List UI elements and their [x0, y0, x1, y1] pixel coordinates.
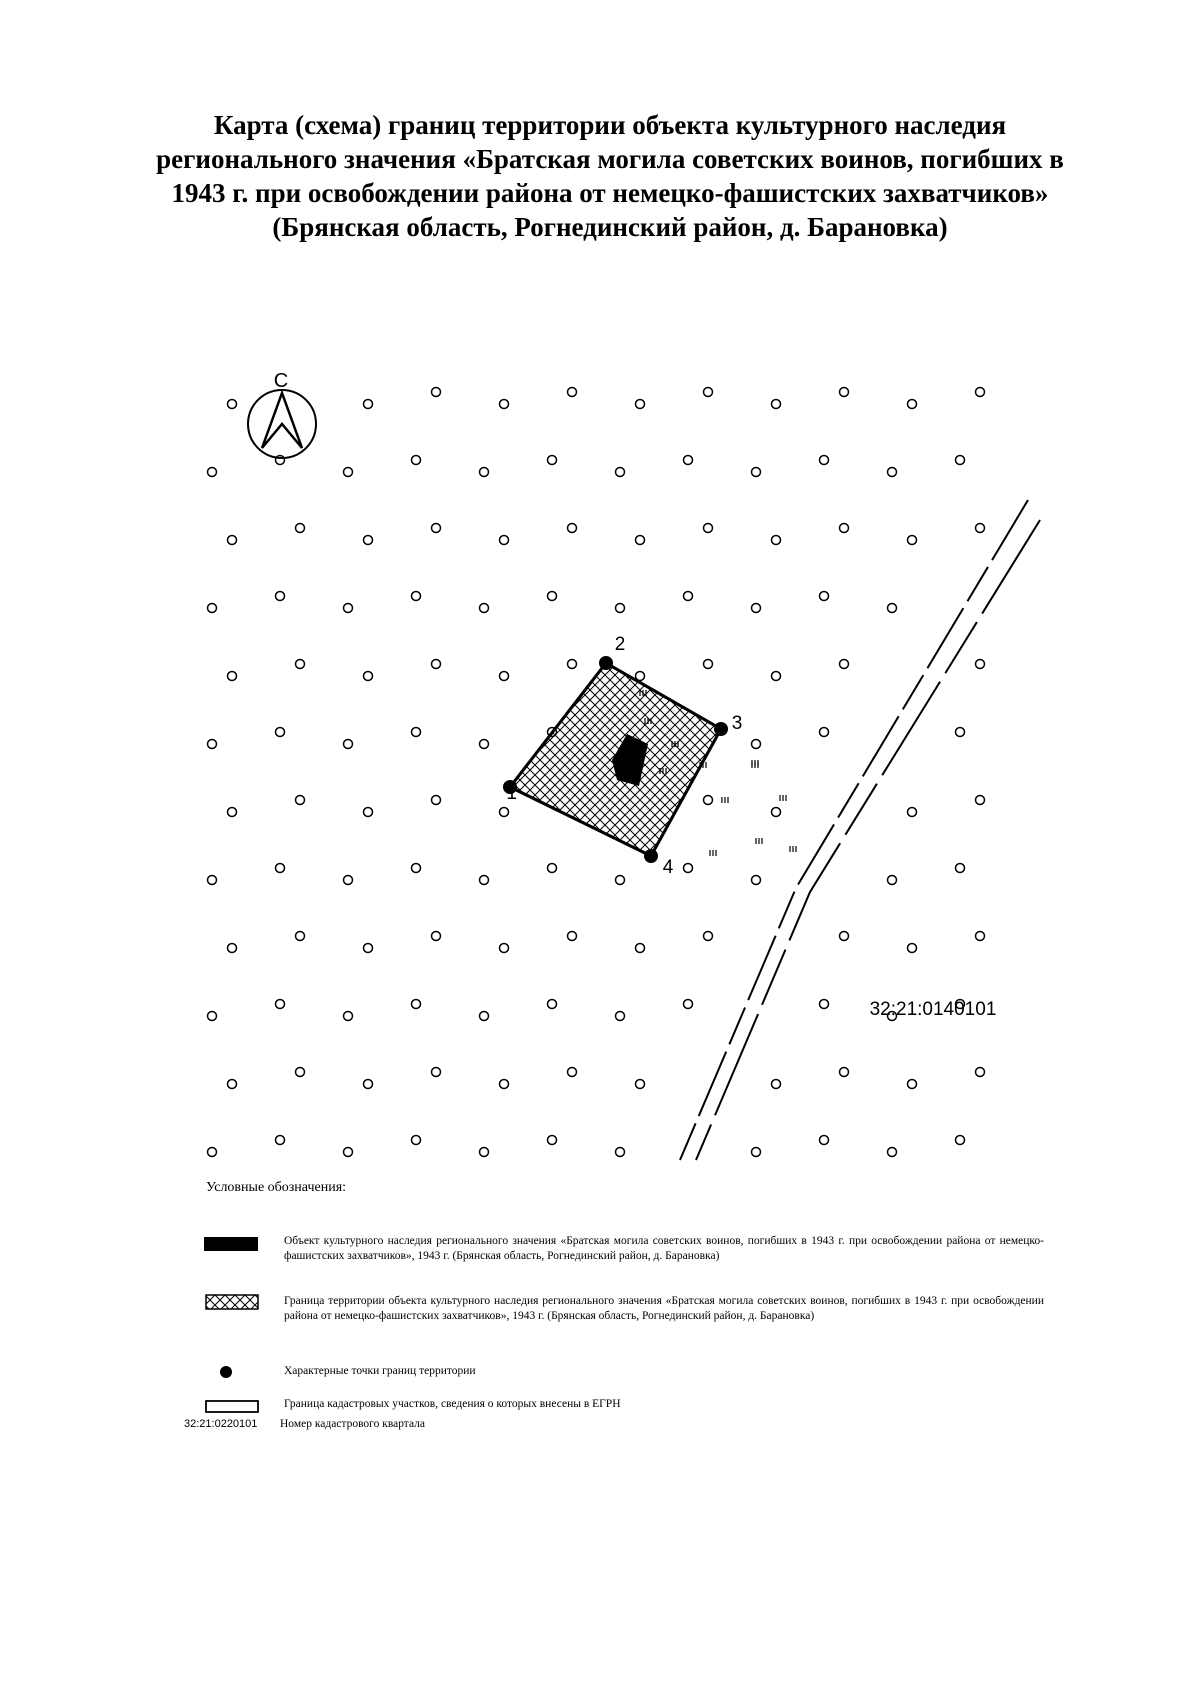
north-arrow-icon — [248, 370, 316, 458]
solid-black-rect-icon — [204, 1237, 258, 1251]
vegetation-circle — [616, 468, 625, 477]
vegetation-circle — [500, 400, 509, 409]
vegetation-circle — [276, 1136, 285, 1145]
vegetation-circle — [344, 1148, 353, 1157]
vegetation-circle — [956, 864, 965, 873]
cadastral-quarter-label: 32:21:0140101 — [869, 999, 997, 1020]
vegetation-circle — [228, 536, 237, 545]
vegetation-circle — [276, 592, 285, 601]
vegetation-circle — [412, 1136, 421, 1145]
vegetation-circle — [684, 1000, 693, 1009]
vegetation-circle — [276, 864, 285, 873]
vegetation-circle — [908, 536, 917, 545]
vegetation-circle — [956, 1136, 965, 1145]
vegetation-circle — [500, 944, 509, 953]
boundary-point-3 — [714, 722, 728, 736]
vegetation-circle — [704, 660, 713, 669]
vegetation-circle — [480, 1148, 489, 1157]
boundary-point-label-1: 1 — [506, 783, 517, 804]
vegetation-circle — [956, 728, 965, 737]
vegetation-circle — [480, 876, 489, 885]
double-line-rect-icon — [206, 1401, 258, 1412]
boundary-point-label-3: 3 — [731, 713, 743, 734]
vegetation-circle — [820, 456, 829, 465]
vegetation-circle — [820, 1000, 829, 1009]
vegetation-circle — [772, 1080, 781, 1089]
vegetation-circle — [276, 728, 285, 737]
north-label: С — [273, 370, 289, 392]
vegetation-circle — [888, 468, 897, 477]
vegetation-circle — [888, 1148, 897, 1157]
vegetation-circle — [412, 864, 421, 873]
vegetation-circle — [412, 456, 421, 465]
vegetation-circle — [480, 604, 489, 613]
vegetation-circle — [364, 672, 373, 681]
vegetation-circle — [364, 944, 373, 953]
vegetation-circle — [976, 1068, 985, 1077]
vegetation-circle — [344, 876, 353, 885]
vegetation-circle — [772, 808, 781, 817]
vegetation-circle — [908, 808, 917, 817]
vegetation-circle — [432, 932, 441, 941]
vegetation-circle — [548, 864, 557, 873]
vegetation-circle — [772, 672, 781, 681]
vegetation-circle — [840, 388, 849, 397]
vegetation-circle — [752, 604, 761, 613]
vegetation-circle — [840, 524, 849, 533]
vegetation-circle — [208, 1012, 217, 1021]
vegetation-circle — [432, 796, 441, 805]
vegetation-circle — [480, 740, 489, 749]
vegetation-circle — [636, 536, 645, 545]
title-line-1: Карта (схема) границ территории объекта культурного наследия — [213, 110, 1007, 140]
vegetation-circle — [840, 1068, 849, 1077]
legend-item-boundary-text: Граница территории объекта культурного наследия регионального значения «Братская могила советских воинов, погибших в 1943 г. при освобождении района от немецко-фашистских захватчиков», 1943 г. (Брянская область, Рогнединский район, д. Барановка) — [284, 1295, 1044, 1322]
vegetation-circle — [548, 456, 557, 465]
vegetation-circle — [976, 796, 985, 805]
vegetation-circle — [344, 740, 353, 749]
vegetation-circle — [616, 876, 625, 885]
vegetation-circle — [500, 672, 509, 681]
vegetation-circle — [772, 400, 781, 409]
vegetation-circle — [548, 1136, 557, 1145]
vegetation-circle — [840, 932, 849, 941]
vegetation-circle — [820, 592, 829, 601]
boundary-point-label-4: 4 — [662, 857, 674, 878]
boundary-point-4 — [644, 849, 658, 863]
vegetation-circle — [568, 660, 577, 669]
vegetation-circle — [548, 592, 557, 601]
vegetation-circle — [432, 524, 441, 533]
vegetation-circle — [432, 388, 441, 397]
vegetation-circle — [228, 400, 237, 409]
vegetation-circle — [752, 468, 761, 477]
vegetation-circle — [412, 1000, 421, 1009]
vegetation-circle — [840, 660, 849, 669]
vegetation-circle — [908, 1080, 917, 1089]
vegetation-circle — [888, 876, 897, 885]
vegetation-circle — [364, 536, 373, 545]
vegetation-circle — [412, 592, 421, 601]
vegetation-circle — [568, 932, 577, 941]
title-line-3: 1943 г. при освобождении района от немецко-фашистских захватчиков» — [171, 178, 1049, 208]
vegetation-circle — [684, 592, 693, 601]
vegetation-circle — [888, 604, 897, 613]
vegetation-circle — [364, 808, 373, 817]
vegetation-circle — [344, 468, 353, 477]
vegetation-circle — [344, 604, 353, 613]
legend-symbols — [204, 1237, 258, 1412]
boundary-point-2 — [599, 656, 613, 670]
title-line-2: регионального значения «Братская могила советских воинов, погибших в — [156, 144, 1064, 174]
vegetation-circle — [208, 740, 217, 749]
crosshatch-rect-icon — [206, 1295, 258, 1309]
legend-cadastral-code-sample: 32:21:0220101 — [184, 1418, 258, 1430]
vegetation-circle — [636, 1080, 645, 1089]
vegetation-circle — [684, 456, 693, 465]
legend-item-cadastral-boundary-text: Граница кадастровых участков, сведения о которых внесены в ЕГРН — [284, 1398, 621, 1410]
vegetation-circle — [208, 604, 217, 613]
vegetation-circle — [500, 1080, 509, 1089]
boundary-point-label-2: 2 — [614, 634, 626, 655]
vegetation-circle — [908, 400, 917, 409]
vegetation-circle — [976, 388, 985, 397]
vegetation-circle — [296, 932, 305, 941]
vegetation-circle — [704, 932, 713, 941]
vegetation-circle — [752, 740, 761, 749]
vegetation-circle — [976, 932, 985, 941]
vegetation-circle — [704, 524, 713, 533]
vegetation-circle — [500, 536, 509, 545]
vegetation-circle — [208, 1148, 217, 1157]
legend-item-object-text: Объект культурного наследия регионального значения «Братская могила советских воинов, погибших в 1943 г. при освобождении района от немецко-фашистских захватчиков», 1943 г. (Брянская область, Рогнединский район, д. Барановка) — [284, 1235, 1044, 1262]
vegetation-circle — [548, 1000, 557, 1009]
vegetation-circle — [276, 1000, 285, 1009]
vegetation-circle — [208, 876, 217, 885]
vegetation-circle — [636, 400, 645, 409]
vegetation-circle — [684, 864, 693, 873]
vegetation-circle — [364, 1080, 373, 1089]
vegetation-circle — [956, 456, 965, 465]
vegetation-circle — [228, 1080, 237, 1089]
vegetation-circle — [432, 1068, 441, 1077]
vegetation-circle — [500, 808, 509, 817]
road-double-line — [680, 500, 1040, 1160]
vegetation-circle — [364, 400, 373, 409]
vegetation-circle — [228, 808, 237, 817]
vegetation-circle — [296, 660, 305, 669]
vegetation-circle — [296, 1068, 305, 1077]
vegetation-circle — [976, 524, 985, 533]
vegetation-circle — [752, 876, 761, 885]
vegetation-circle — [820, 1136, 829, 1145]
vegetation-circle — [704, 796, 713, 805]
vegetation-circle — [616, 1148, 625, 1157]
vegetation-circle — [228, 672, 237, 681]
vegetation-circle — [752, 1148, 761, 1157]
vegetation-circle — [296, 796, 305, 805]
vegetation-circle — [412, 728, 421, 737]
vegetation-circle — [228, 944, 237, 953]
vegetation-circle — [820, 728, 829, 737]
vegetation-circle — [616, 1012, 625, 1021]
legend-item-points-text: Характерные точки границ территории — [284, 1365, 476, 1377]
vegetation-circle — [480, 468, 489, 477]
vegetation-circle — [344, 1012, 353, 1021]
vegetation-circle — [616, 604, 625, 613]
vegetation-circle — [636, 944, 645, 953]
vegetation-circle — [704, 388, 713, 397]
vegetation-circle — [908, 944, 917, 953]
vegetation-circle — [568, 524, 577, 533]
vegetation-circle — [772, 536, 781, 545]
vegetation-circle — [568, 1068, 577, 1077]
legend-title: Условные обозначения: — [206, 1180, 347, 1195]
vegetation-circle — [976, 660, 985, 669]
legend-cadastral-code-text: Номер кадастрового квартала — [280, 1418, 426, 1430]
title-line-4: (Брянская область, Рогнединский район, д. Барановка) — [272, 212, 948, 242]
vegetation-circle — [432, 660, 441, 669]
vegetation-circle — [296, 524, 305, 533]
black-dot-icon — [220, 1366, 232, 1378]
vegetation-circle — [568, 388, 577, 397]
vegetation-circle — [208, 468, 217, 477]
vegetation-circle — [480, 1012, 489, 1021]
